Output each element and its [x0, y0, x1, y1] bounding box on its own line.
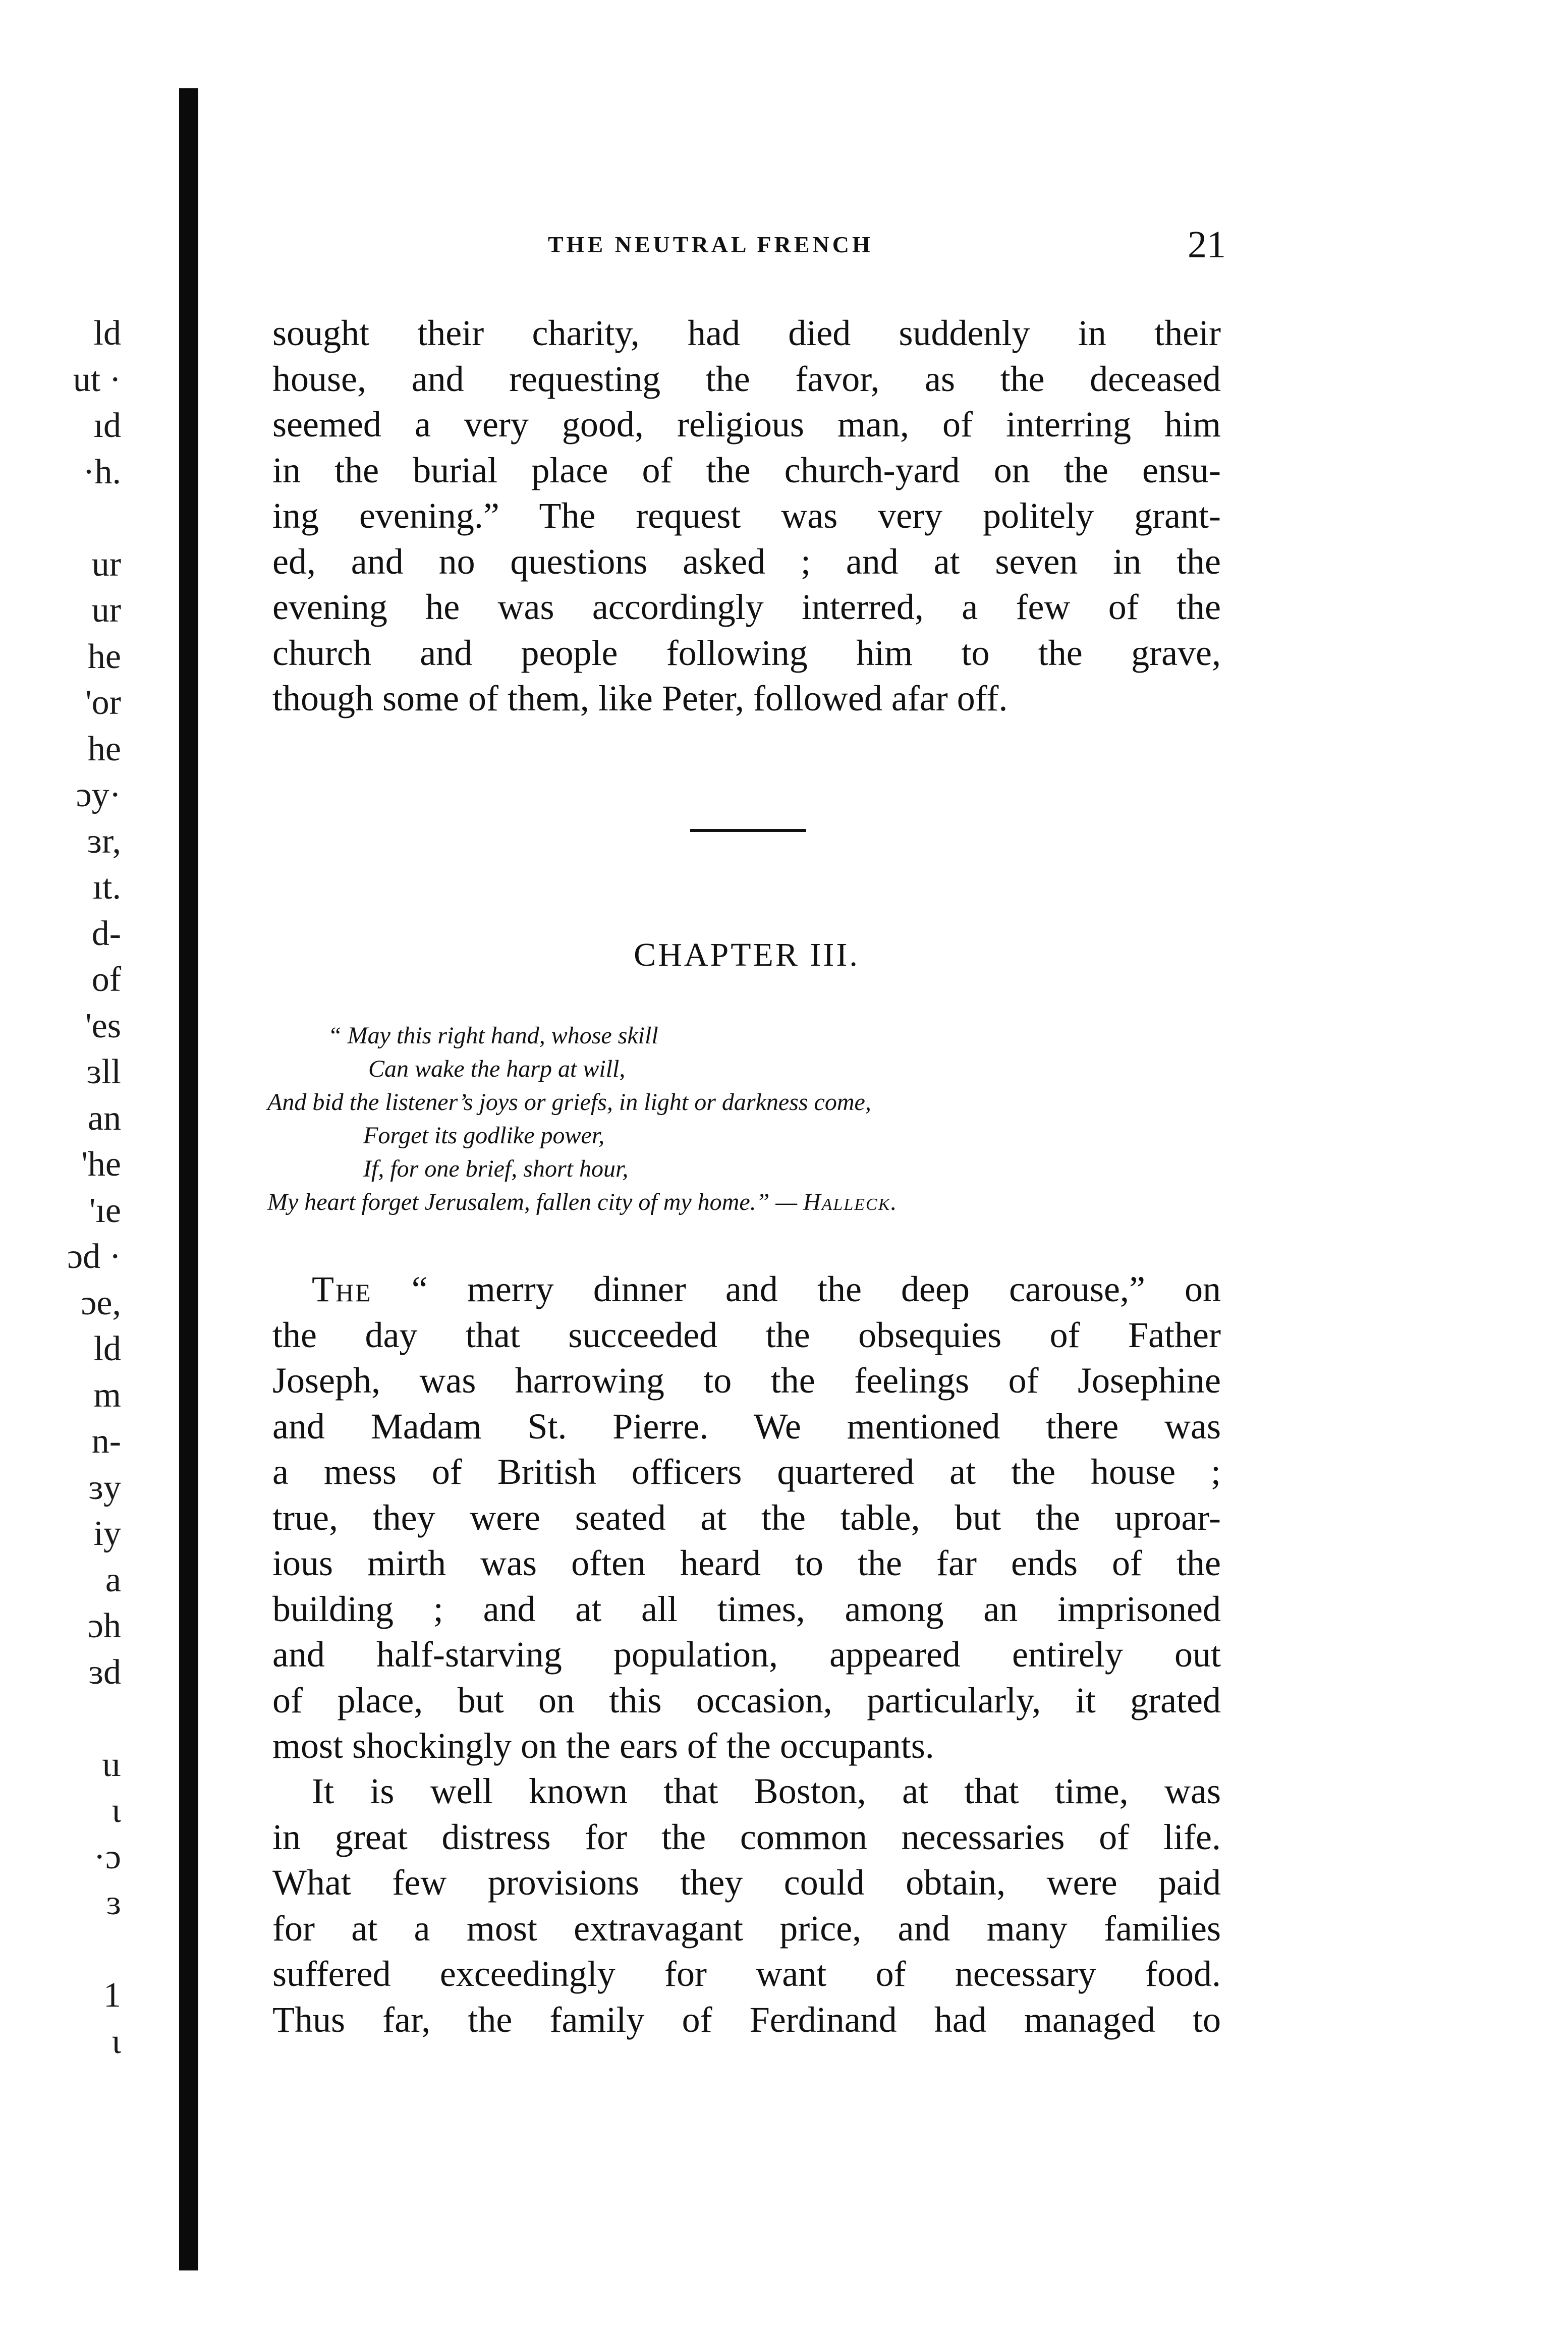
- epigraph-line: If, for one brief, short hour,: [363, 1155, 629, 1182]
- facing-fragment: ɩ: [111, 1791, 121, 1830]
- epigraph-line: “ May this right hand, whose skill: [328, 1022, 658, 1049]
- paragraph-1: [272, 310, 1221, 722]
- facing-fragment: of: [91, 960, 121, 999]
- facing-fragment: 'or: [85, 683, 121, 722]
- text-line: It is well known that Boston, at that time, was: [312, 1771, 1221, 1811]
- epigraph-line: Forget its godlike power,: [363, 1122, 605, 1149]
- text-line: in the burial place of the church-yard on the ensu-: [272, 450, 1221, 490]
- facing-fragment: ɩ: [111, 2022, 121, 2061]
- facing-fragment: ɜll: [86, 1052, 121, 1091]
- facing-fragment: he: [87, 729, 121, 768]
- facing-fragment: 'es: [85, 1006, 121, 1045]
- facing-fragment: ·h.: [83, 452, 121, 491]
- text-line: in great distress for the common necessaries of life.: [272, 1816, 1221, 1857]
- facing-fragment: ıt.: [92, 868, 121, 907]
- facing-fragment: ur: [91, 544, 121, 584]
- paragraph-3: [272, 1768, 1221, 2042]
- facing-fragment: [10, 1695, 121, 1742]
- text-line: [272, 1266, 1221, 1312]
- text-line: and half-starving population, appeared entirely out: [272, 1634, 1221, 1675]
- facing-fragment: ld: [93, 1329, 121, 1368]
- text-line: building ; and at all times, among an imprisoned: [272, 1588, 1221, 1629]
- lead-word: The: [312, 1269, 372, 1309]
- epigraph-attribution: Halleck.: [803, 1189, 898, 1215]
- facing-fragment: [10, 495, 121, 541]
- text-line: the day that succeeded the obsequies of Father: [272, 1314, 1221, 1355]
- facing-fragment: n-: [91, 1422, 121, 1461]
- text-line: church and people following him to the grave,: [272, 632, 1221, 673]
- text-line: though some of them, like Peter, followed afar off.: [272, 678, 1008, 718]
- text-line: Thus far, the family of Ferdinand had managed to: [272, 1999, 1221, 2040]
- facing-fragment: ɜy: [88, 1468, 121, 1507]
- facing-page-fragments: [10, 310, 121, 2065]
- facing-fragment: ɔe,: [81, 1283, 121, 1322]
- epigraph-line: Can wake the harp at will,: [368, 1056, 626, 1082]
- facing-fragment: ɔh: [87, 1606, 121, 1645]
- facing-fragment: an: [87, 1098, 121, 1138]
- facing-fragment: ɩı: [101, 1745, 121, 1784]
- facing-fragment: iy: [93, 1514, 121, 1553]
- facing-fragment: ld: [93, 314, 121, 353]
- facing-fragment: m: [93, 1375, 121, 1415]
- facing-fragment: ·ɔ: [93, 1837, 121, 1876]
- text-line: true, they were seated at the table, but the uproar-: [272, 1497, 1221, 1538]
- text-line: ed, and no questions asked ; and at seven in the: [272, 541, 1221, 582]
- facing-fragment: a: [105, 1560, 121, 1599]
- text-line: sought their charity, had died suddenly in their: [272, 313, 1221, 353]
- epigraph-line: And bid the listener’s joys or griefs, in light or darkness come,: [267, 1089, 871, 1116]
- text-line: seemed a very good, religious man, of interring him: [272, 404, 1221, 445]
- paragraph-2: [272, 1266, 1221, 1769]
- facing-fragment: 1: [103, 1976, 121, 2015]
- text-line: evening he was accordingly interred, a few of the: [272, 587, 1221, 627]
- text-line: ing evening.” The request was very politely grant-: [272, 495, 1221, 536]
- epigraph-line-last: [267, 1186, 1226, 1219]
- text-line: of place, but on this occasion, particularly, it grated: [272, 1680, 1221, 1721]
- facing-fragment: ıd: [93, 406, 121, 445]
- facing-fragment: ɜr,: [87, 821, 121, 861]
- text-line: most shockingly on the ears of the occupants.: [272, 1726, 934, 1766]
- running-head: [505, 224, 1443, 267]
- facing-fragment: ɔd ·: [67, 1237, 121, 1276]
- facing-fragment: ut ·: [73, 360, 121, 399]
- text-line: Joseph, was harrowing to the feelings of Josephine: [272, 1360, 1221, 1401]
- text-line: for at a most extravagant price, and many families: [272, 1908, 1221, 1949]
- chapter-heading: CHAPTER III.: [634, 936, 860, 973]
- text-line: What few provisions they could obtain, were paid: [272, 1862, 1221, 1903]
- facing-fragment: ɜd: [88, 1652, 121, 1692]
- section-divider: [690, 829, 806, 832]
- facing-fragment: ɜ: [106, 1883, 121, 1922]
- running-title: THE NEUTRAL FRENCH: [548, 232, 873, 257]
- facing-fragment: ur: [91, 591, 121, 630]
- text-line: a mess of British officers quartered at the house ;: [272, 1452, 1221, 1492]
- facing-fragment: ɔy·: [76, 775, 121, 814]
- facing-fragment: [10, 1926, 121, 1973]
- epigraph: [267, 1019, 1226, 1219]
- text-line: suffered exceedingly for want of necessary food.: [272, 1954, 1221, 1994]
- text-line: and Madam St. Pierre. We mentioned there was: [272, 1406, 1221, 1447]
- text-line-rest: “ merry dinner and the deep carouse,” on: [411, 1269, 1221, 1309]
- page-number: 21: [1188, 224, 1226, 266]
- epigraph-line: My heart forget Jerusalem, fallen city of my home.” —: [267, 1189, 797, 1215]
- facing-fragment: 'he: [81, 1145, 121, 1184]
- gutter-shadow: [179, 88, 198, 2270]
- text-line: ious mirth was often heard to the far ends of the: [272, 1543, 1221, 1583]
- facing-fragment: d-: [91, 914, 121, 953]
- facing-fragment: he: [87, 637, 121, 676]
- facing-fragment: 'ıe: [89, 1191, 121, 1230]
- text-line: house, and requesting the favor, as the deceased: [272, 358, 1221, 399]
